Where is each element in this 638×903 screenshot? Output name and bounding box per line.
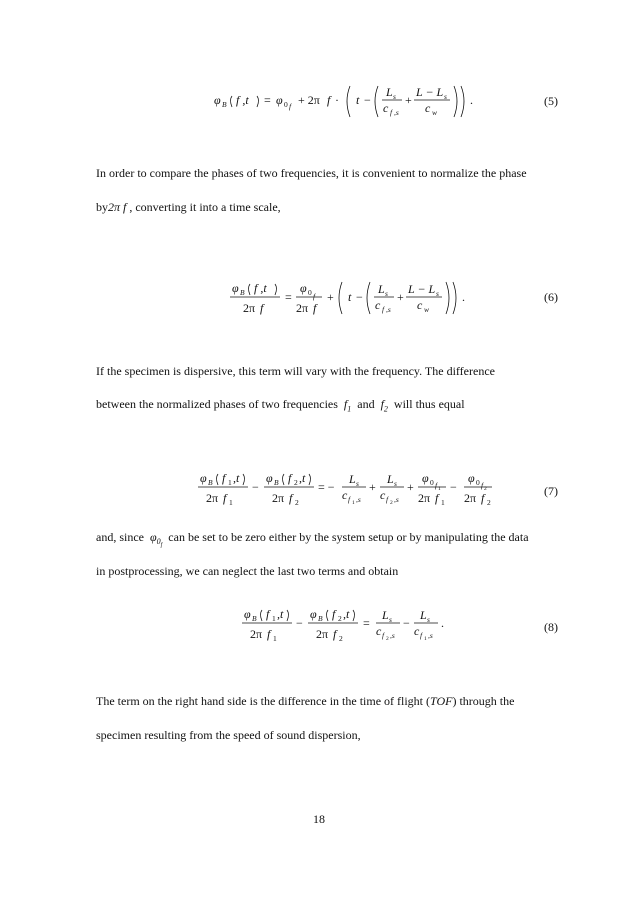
svg-text:f: f	[382, 631, 385, 640]
svg-text:f ,s: f ,s	[390, 108, 399, 117]
equation-number: (5)	[544, 94, 558, 108]
svg-text:,s: ,s	[390, 631, 395, 640]
inline-math: 2π f	[108, 200, 127, 214]
paragraph	[96, 397, 562, 416]
svg-text:2π: 2π	[206, 491, 219, 505]
equation-number: (6)	[544, 290, 558, 304]
page-number: 18	[313, 812, 325, 826]
svg-text:φ: φ	[214, 93, 221, 107]
svg-text:L: L	[387, 472, 394, 486]
svg-text:φ: φ	[276, 93, 283, 107]
equation-number: (8)	[544, 620, 558, 634]
svg-text:f: f	[386, 495, 389, 504]
svg-text:2: 2	[339, 634, 343, 643]
svg-text:s: s	[389, 615, 392, 624]
svg-text:c: c	[417, 298, 423, 312]
svg-text:f ,t: f ,t	[254, 281, 267, 295]
svg-text:+: +	[369, 480, 376, 494]
equation-7-formula	[0, 456, 638, 526]
paragraph	[96, 694, 562, 708]
equation-5	[0, 70, 638, 140]
svg-text:f ,t: f ,t	[236, 93, 249, 107]
equation-number: (7)	[544, 484, 558, 498]
svg-text:B: B	[222, 100, 227, 109]
inline-math: TOF	[430, 694, 453, 708]
svg-text:0: 0	[476, 478, 480, 487]
svg-text:L: L	[382, 608, 389, 622]
svg-text:2: 2	[294, 478, 298, 487]
svg-text:f: f	[435, 481, 438, 490]
svg-text:2: 2	[390, 500, 393, 506]
svg-text:φ: φ	[422, 471, 429, 485]
svg-text:L: L	[420, 608, 427, 622]
svg-text:f: f	[435, 491, 439, 505]
svg-text:f: f	[223, 491, 227, 505]
svg-text:c: c	[376, 624, 382, 638]
svg-text:f: f	[222, 471, 226, 485]
svg-text:B: B	[252, 614, 257, 623]
svg-text:t: t	[356, 93, 360, 107]
svg-text:φ: φ	[244, 607, 251, 621]
svg-text:−: −	[296, 616, 303, 630]
svg-text:1: 1	[228, 478, 232, 487]
svg-text:0: 0	[430, 478, 434, 487]
svg-text:L − L: L − L	[416, 85, 444, 99]
svg-text:f: f	[481, 481, 484, 490]
text-segment: will thus equal	[393, 397, 465, 411]
svg-text:2π: 2π	[243, 301, 256, 315]
svg-text:2: 2	[484, 486, 487, 492]
svg-text:s: s	[427, 615, 430, 624]
text-segment: and	[357, 397, 375, 411]
equation-5-formula	[0, 70, 638, 140]
svg-text:φ: φ	[266, 471, 273, 485]
svg-text:.: .	[470, 93, 473, 107]
svg-text:−: −	[450, 480, 457, 494]
svg-text:2: 2	[487, 498, 491, 507]
svg-text:c: c	[425, 101, 431, 115]
svg-text:f: f	[288, 471, 292, 485]
svg-text:f: f	[313, 301, 317, 315]
svg-text:B: B	[318, 614, 323, 623]
text-segment: between the normalized phases of two frequencies	[96, 397, 338, 411]
paragraph	[96, 530, 562, 553]
svg-text:+ 2π: + 2π	[298, 93, 320, 107]
svg-text:φ: φ	[232, 281, 239, 295]
svg-text:s: s	[385, 289, 388, 298]
svg-text:2: 2	[386, 636, 389, 642]
svg-text:−: −	[356, 290, 363, 304]
paragraph	[96, 200, 562, 214]
text-segment: , converting it into a time scale,	[129, 200, 281, 214]
text-segment: by	[96, 200, 108, 214]
svg-text:f: f	[481, 491, 485, 505]
text-line: in postprocessing, we can neglect the last two terms and obtain	[96, 564, 399, 578]
svg-text:,t: ,t	[343, 607, 350, 621]
svg-text:L: L	[378, 282, 385, 296]
svg-text:.: .	[462, 290, 465, 304]
svg-text:f: f	[327, 93, 331, 107]
svg-text:s: s	[394, 479, 397, 488]
svg-text:+: +	[405, 93, 412, 107]
svg-text:f: f	[332, 607, 336, 621]
svg-text:1: 1	[441, 498, 445, 507]
svg-text:+: +	[407, 480, 414, 494]
svg-text:,t: ,t	[277, 607, 284, 621]
svg-text:1: 1	[273, 634, 277, 643]
svg-text:·: ·	[335, 93, 339, 107]
svg-text:f: f	[333, 627, 337, 641]
equation-6-formula	[0, 268, 638, 338]
svg-text:−: −	[252, 480, 259, 494]
svg-text:1: 1	[424, 636, 427, 642]
equation-8	[0, 592, 638, 662]
svg-text:0: 0	[308, 288, 312, 297]
text-line: In order to compare the phases of two frequencies, it is convenient to normalize the phase	[96, 166, 527, 180]
svg-text:,s: ,s	[356, 495, 361, 504]
svg-text:f: f	[289, 491, 293, 505]
svg-text:2π: 2π	[316, 627, 329, 641]
svg-text:+: +	[397, 290, 404, 304]
svg-text:2π: 2π	[250, 627, 263, 641]
text-segment: can be set to be zero either by the system setup or by manipulating the data	[168, 530, 529, 544]
svg-text:=: =	[285, 290, 292, 304]
paragraph	[96, 564, 562, 578]
svg-text:f: f	[266, 607, 270, 621]
svg-text:=: =	[363, 616, 370, 630]
svg-text:2π: 2π	[296, 301, 309, 315]
equation-8-formula	[0, 592, 638, 662]
svg-text:c: c	[375, 298, 381, 312]
svg-text:c: c	[414, 624, 420, 638]
svg-text:B: B	[240, 288, 245, 297]
equation-6	[0, 268, 638, 338]
svg-text:c: c	[342, 488, 348, 502]
svg-text:1: 1	[438, 486, 441, 492]
svg-text:2π: 2π	[418, 491, 431, 505]
text-segment: and, since	[96, 530, 144, 544]
svg-text:2π: 2π	[272, 491, 285, 505]
inline-math: $f_2$	[377, 397, 388, 414]
svg-text:f: f	[260, 301, 264, 315]
inline-math: $f_1$	[340, 397, 352, 414]
svg-text:1: 1	[229, 498, 233, 507]
svg-text:s: s	[356, 479, 359, 488]
svg-text:1: 1	[272, 614, 276, 623]
text-line: specimen resulting from the speed of sound dispersion,	[96, 728, 361, 742]
svg-text:φ: φ	[300, 281, 307, 295]
svg-text:s: s	[393, 92, 396, 101]
paragraph	[96, 728, 562, 742]
svg-text:c: c	[380, 488, 386, 502]
svg-text:,s: ,s	[394, 495, 399, 504]
svg-text:+: +	[327, 290, 334, 304]
svg-text:2: 2	[295, 498, 299, 507]
svg-text:=: =	[264, 93, 271, 107]
svg-text:φ: φ	[200, 471, 207, 485]
paragraph	[96, 166, 562, 180]
svg-text:φ: φ	[468, 471, 475, 485]
svg-text:L − L: L − L	[408, 282, 436, 296]
svg-text:,t: ,t	[233, 471, 240, 485]
svg-text:2: 2	[338, 614, 342, 623]
text-line: If the specimen is dispersive, this term will vary with the frequency. The difference	[96, 364, 495, 378]
text-segment: ) through the	[452, 694, 515, 708]
svg-text:,t: ,t	[299, 471, 306, 485]
svg-text:f: f	[420, 631, 423, 640]
paragraph	[96, 364, 562, 378]
svg-text:f: f	[313, 292, 316, 301]
svg-text:−: −	[364, 93, 371, 107]
svg-text:.: .	[441, 616, 444, 630]
svg-text:L: L	[386, 85, 393, 99]
svg-text:w: w	[432, 108, 438, 117]
svg-text:φ: φ	[310, 607, 317, 621]
svg-text:c: c	[383, 101, 389, 115]
svg-text:2π: 2π	[464, 491, 477, 505]
svg-text:−: −	[403, 616, 410, 630]
text-segment: The term on the right hand side is the difference in the time of flight (	[96, 694, 431, 708]
svg-text:s: s	[436, 289, 439, 298]
equation-7	[0, 456, 638, 526]
svg-text:f ,s: f ,s	[382, 305, 391, 314]
svg-text:s: s	[444, 92, 447, 101]
svg-text:w: w	[424, 305, 430, 314]
svg-text:= −: = −	[318, 480, 335, 494]
svg-text:0: 0	[284, 100, 288, 109]
svg-text:B: B	[274, 478, 279, 487]
svg-text:t: t	[348, 290, 352, 304]
inline-math: $\varphi_{0_f}$	[146, 530, 163, 549]
svg-text:1: 1	[352, 500, 355, 506]
svg-text:f: f	[348, 495, 351, 504]
svg-text:B: B	[208, 478, 213, 487]
svg-text:f: f	[267, 627, 271, 641]
svg-text:L: L	[349, 472, 356, 486]
svg-text:f: f	[289, 102, 292, 111]
svg-text:,s: ,s	[428, 631, 433, 640]
